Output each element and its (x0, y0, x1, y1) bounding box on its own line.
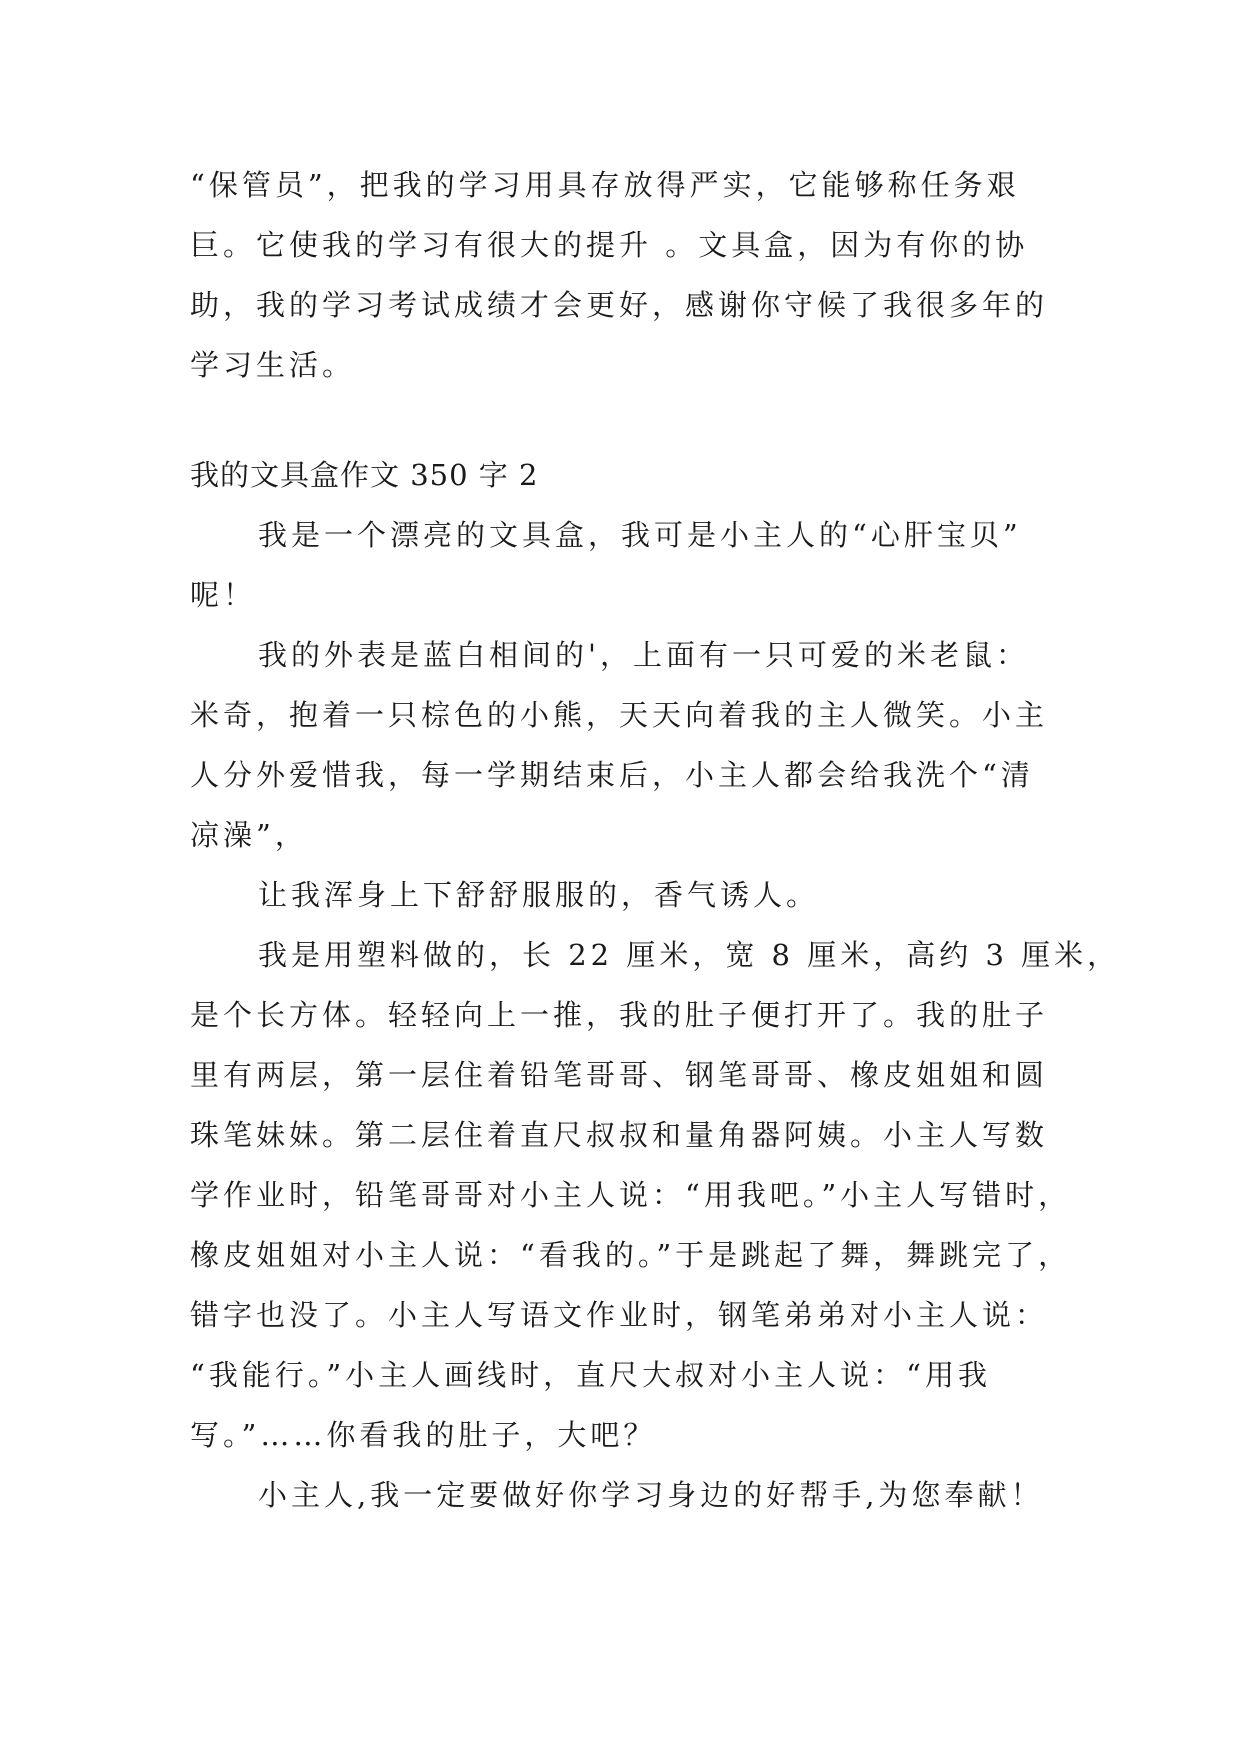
text-line: 错字也没了。小主人写语文作业时，钢笔弟弟对小主人说： (190, 1298, 1049, 1332)
text-line: 巨。它使我的学习有很大的提升 。文具盒，因为有你的协 (190, 228, 1029, 262)
text-line: 是个长方体。轻轻向上一推，我的肚子便打开了。我的肚子 (190, 998, 1049, 1032)
text-line: “我能行。”小主人画线时，直尺大叔对小主人说：“用我 (190, 1358, 991, 1392)
text-line: 写。”……你看我的肚子，大吧？ (190, 1418, 657, 1452)
text-line: 里有两层，第一层住着铅笔哥哥、钢笔哥哥、橡皮姐姐和圆 (190, 1058, 1049, 1092)
text-line: 米奇，抱着一只棕色的小熊，天天向着我的主人微笑。小主 (190, 698, 1049, 732)
text-line: 助，我的学习考试成绩才会更好，感谢你守候了我很多年的 (190, 288, 1049, 322)
text-line: “保管员”，把我的学习用具存放得严实，它能够称任务艰 (190, 168, 1020, 202)
text-line: 凉澡”， (190, 818, 308, 852)
text-line: 呢！ (190, 578, 257, 612)
text-line: 我是一个漂亮的文具盒，我可是小主人的“心肝宝贝” (258, 518, 1022, 552)
text-line: 我的外表是蓝白相间的'，上面有一只可爱的米老鼠： (258, 638, 1029, 672)
text-line: 小主人,我一定要做好你学习身边的好帮手,为您奉献！ (258, 1478, 1044, 1512)
text-line: 我是用塑料做的，长 22 厘米，宽 8 厘米，高约 3 厘米， (258, 938, 1121, 972)
text-line: 学习生活。 (190, 348, 356, 382)
text-line: 学作业时，铅笔哥哥对小主人说：“用我吧。”小主人写错时， (190, 1178, 1072, 1212)
continued-paragraph (190, 155, 1050, 395)
text-line: 让我浑身上下舒舒服服的，香气诱人。 (258, 878, 820, 912)
text-line: 橡皮姐姐对小主人说：“看我的。”于是跳起了舞，舞跳完了， (190, 1238, 1072, 1272)
essay-body (190, 505, 1121, 1525)
text-line: 珠笔妹妹。第二层住着直尺叔叔和量角器阿姨。小主人写数 (190, 1118, 1049, 1152)
essay-title: 我的文具盒作文 350 字 2 (190, 458, 539, 492)
text-line: 人分外爱惜我，每一学期结束后，小主人都会给我洗个“清 (190, 758, 1034, 792)
